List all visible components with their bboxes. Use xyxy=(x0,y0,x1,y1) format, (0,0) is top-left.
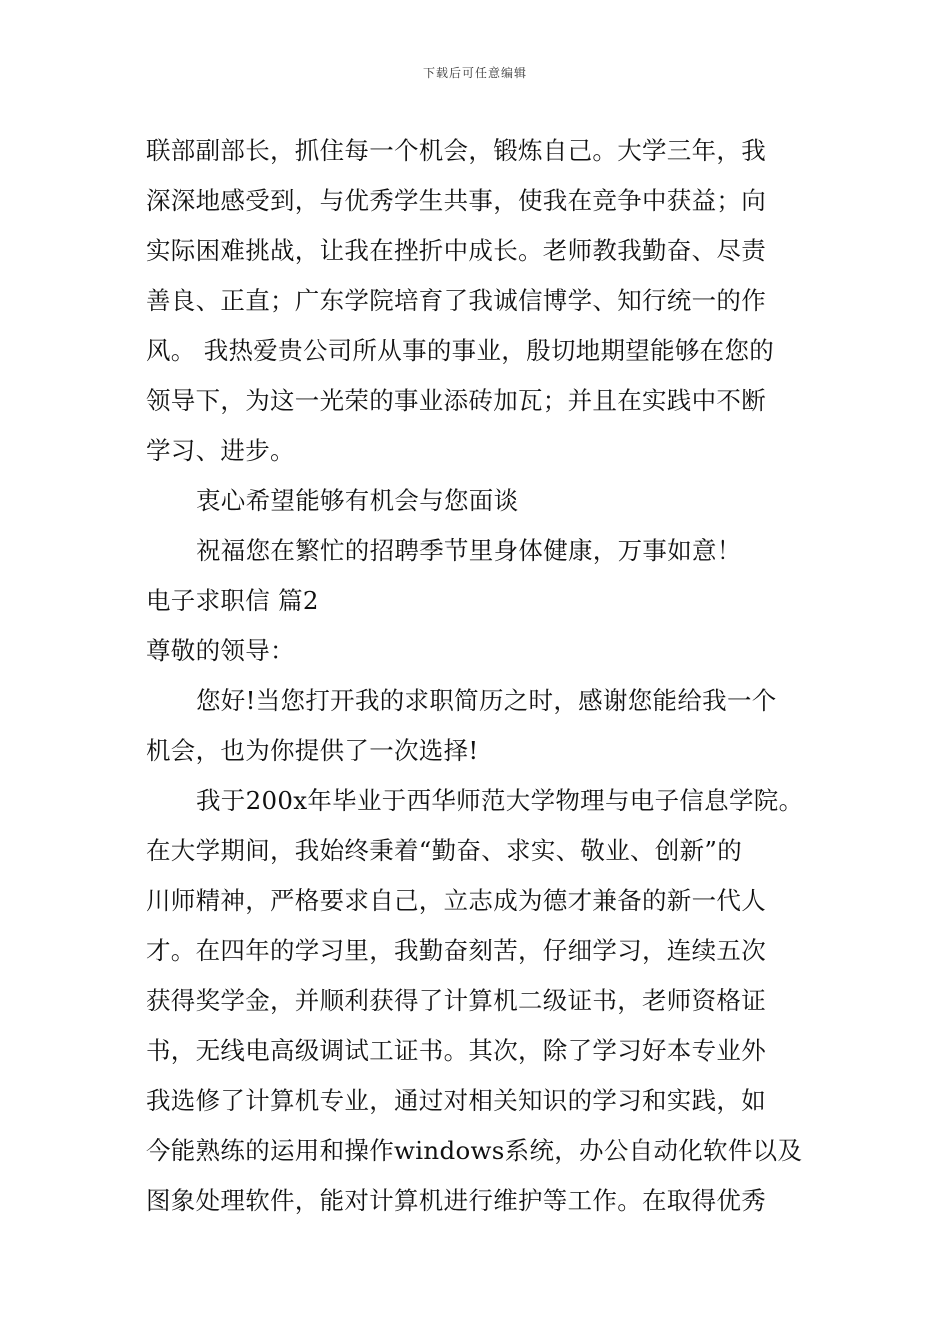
text-line: 实际困难挑战，让我在挫折中成长。老师教我勤奋、尽责 xyxy=(146,236,766,265)
text-line: 学习、进步。 xyxy=(146,436,295,465)
text-line: 善良、正直；广东学院培育了我诚信博学、知行统一的作 xyxy=(146,286,766,315)
text-line: 书，无线电高级调试工证书。其次，除了学习好本专业外 xyxy=(146,1036,766,1065)
salutation: 尊敬的领导： xyxy=(146,636,295,665)
text-line: 今能熟练的运用和操作windows系统，办公自动化软件以及 xyxy=(146,1136,803,1165)
text-line: 深深地感受到，与优秀学生共事，使我在竞争中获益；向 xyxy=(146,186,766,215)
text-line: 川师精神，严格要求自己，立志成为德才兼备的新一代人 xyxy=(146,886,766,915)
text-line: 您好!当您打开我的求职简历之时，感谢您能给我一个 xyxy=(196,686,777,715)
text-line: 我选修了计算机专业，通过对相关知识的学习和实践，如 xyxy=(146,1086,766,1115)
text-line: 衷心希望能够有机会与您面谈 xyxy=(196,486,519,515)
text-line: 机会，也为你提供了一次选择! xyxy=(146,736,479,765)
text-line: 图象处理软件，能对计算机进行维护等工作。在取得优秀 xyxy=(146,1186,766,1215)
section-heading: 电子求职信 篇2 xyxy=(146,586,319,615)
text-line: 领导下，为这一光荣的事业添砖加瓦；并且在实践中不断 xyxy=(146,386,766,415)
page-header: 下载后可任意编辑 xyxy=(422,66,527,80)
text-line: 在大学期间，我始终秉着“勤奋、求实、敬业、创新”的 xyxy=(146,836,743,865)
text-line: 祝福您在繁忙的招聘季节里身体健康，万事如意！ xyxy=(196,536,742,565)
text-line: 获得奖学金，并顺利获得了计算机二级证书，老师资格证 xyxy=(146,986,766,1015)
text-line: 联部副部长，抓住每一个机会，锻炼自己。大学三年，我 xyxy=(146,136,766,165)
text-line: 才。在四年的学习里，我勤奋刻苦，仔细学习，连续五次 xyxy=(146,936,766,965)
text-line: 我于200x年毕业于西华师范大学物理与电子信息学院。 xyxy=(196,786,804,815)
text-line: 风。 我热爱贵公司所从事的事业，殷切地期望能够在您的 xyxy=(146,336,775,365)
body-text xyxy=(146,126,816,1226)
